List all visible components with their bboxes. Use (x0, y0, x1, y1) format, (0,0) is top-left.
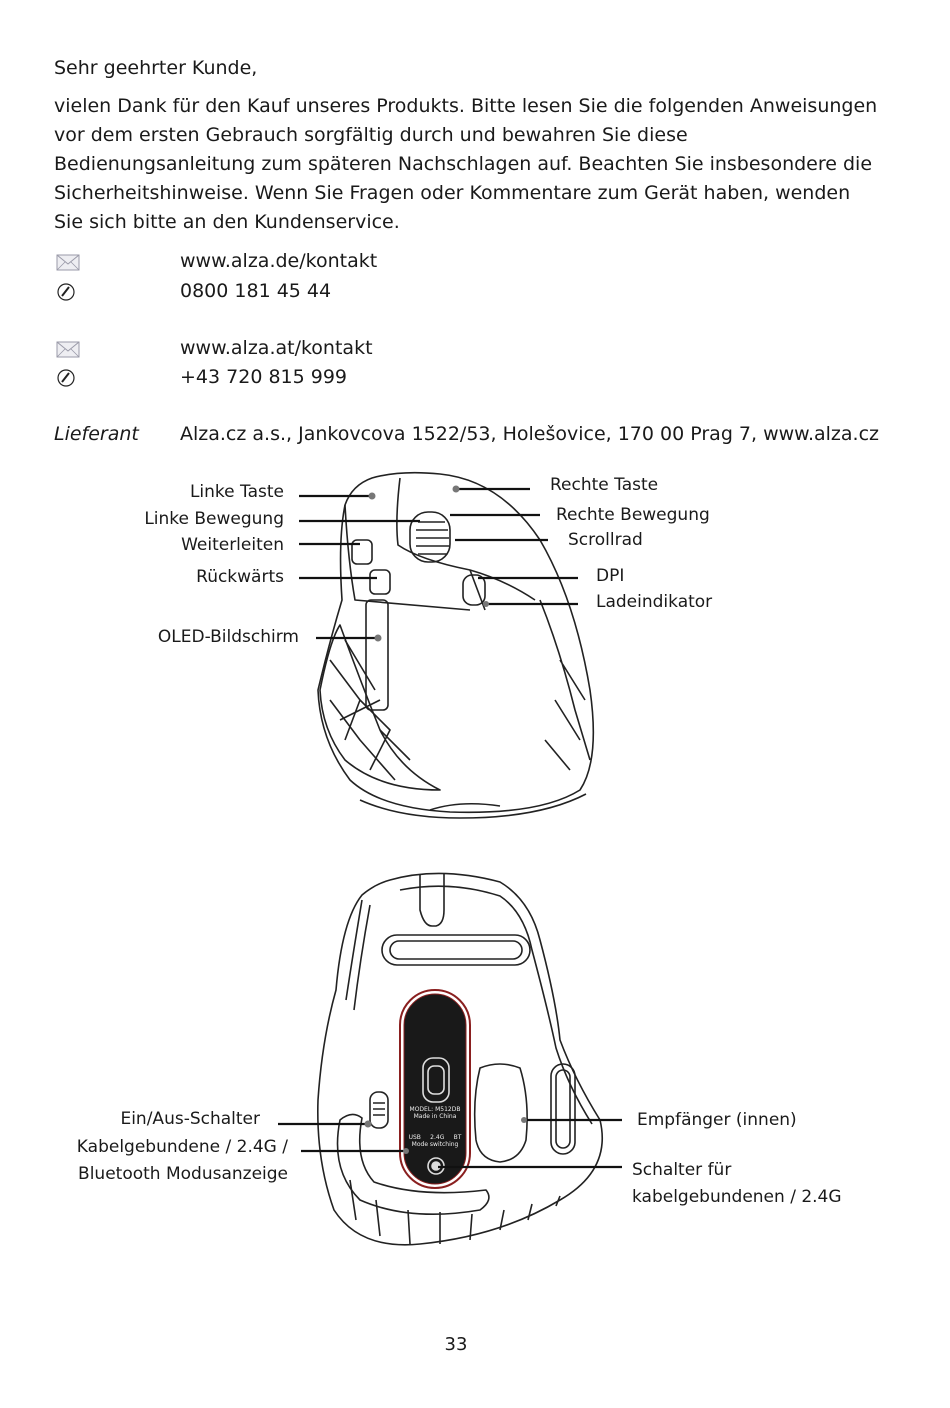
label-left-tilt: Linke Bewegung (144, 509, 284, 529)
label-right-button: Rechte Taste (550, 475, 659, 495)
label-mode-indicator-2: Bluetooth Modusanzeige (78, 1164, 288, 1184)
label-oled: OLED-Bildschirm (157, 627, 299, 647)
label-dpi: DPI (596, 566, 625, 586)
sticker-made-in: Made in China (413, 1113, 457, 1120)
supplier-value: Alza.cz a.s., Jankovcova 1522/53, Holešovice, 170 00 Prag 7, www.alza.cz (180, 423, 880, 445)
intro-paragraph: vielen Dank für den Kauf unseres Produkts. Bitte lesen Sie die folgenden Anweisungen vor dem ersten Gebrauch sorgfältig durch und bewahren Sie diese Bedienungsanleitung zum späteren Nachschlagen auf. Beachten Sie insbesondere die Sicherheitshinweise. Wenn Sie Fragen oder Kommentare zum Gerät haben, wenden Sie sich bitte an den Kundenservice. (54, 95, 878, 233)
label-mode-indicator-1: Kabelgebundene / 2.4G / (76, 1137, 288, 1157)
greeting: Sehr geehrter Kunde, (54, 57, 258, 79)
label-forward: Weiterleiten (181, 535, 284, 555)
sticker-mode-caption: Mode switching (411, 1141, 459, 1148)
label-power-switch: Ein/Aus-Schalter (120, 1109, 260, 1129)
contact-link[interactable]: www.alza.de/kontakt (180, 250, 378, 272)
sticker-mode-bt: BT (453, 1134, 462, 1141)
sticker-model: MODEL: M512DB (409, 1106, 461, 1113)
contact-phone: 0800 181 45 44 (180, 280, 332, 302)
label-scroll-wheel: Scrollrad (568, 530, 643, 550)
supplier-label: Lieferant (54, 423, 139, 445)
mouse-top-view (318, 473, 593, 818)
sticker-mode-24g: 2.4G (430, 1134, 445, 1141)
label-mode-switch-1: Schalter für (632, 1160, 732, 1180)
label-mode-switch-2: kabelgebundenen / 2.4G (632, 1187, 842, 1207)
sticker-text (404, 1106, 466, 1148)
mouse-bottom-view (318, 873, 602, 1244)
page-number: 33 (444, 1334, 468, 1355)
sticker-mode-usb: USB (408, 1134, 421, 1141)
contact-phone: +43 720 815 999 (180, 366, 348, 388)
contact-link[interactable]: www.alza.at/kontakt (180, 337, 373, 359)
label-charge-indicator: Ladeindikator (596, 592, 713, 612)
label-back: Rückwärts (196, 567, 284, 587)
label-right-tilt: Rechte Bewegung (556, 505, 710, 525)
label-left-button: Linke Taste (189, 482, 284, 502)
label-receiver: Empfänger (innen) (637, 1110, 797, 1130)
